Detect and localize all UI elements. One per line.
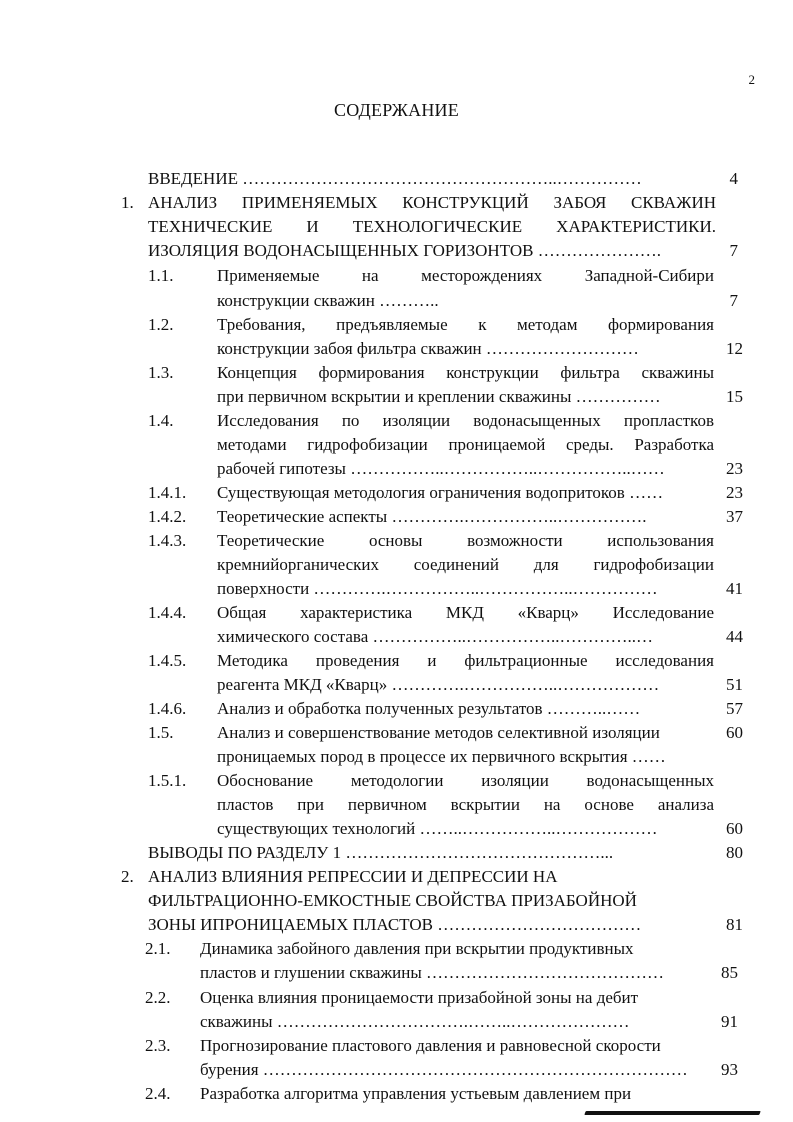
page-title: СОДЕРЖАНИЕ [334,100,459,120]
toc-number: 1.4.4. [148,603,187,622]
toc-page: 7 [729,291,738,310]
toc-line: Теоретические основы возможности использования [217,531,714,550]
toc-line: конструкции забоя фильтра скважин ……………………… [217,339,639,358]
toc-line: Анализ и обработка полученных результатов ………..…… [217,699,641,718]
toc-line: Общая характеристика МКД «Кварц» Исследование [217,603,714,622]
toc-page: 44 [726,627,743,646]
toc-page: 60 [726,819,743,838]
toc-page: 93 [721,1060,738,1079]
toc-line: рабочей гипотезы ……………..……………..……………..…… [217,459,665,478]
toc-page: 7 [729,241,738,260]
toc-page: 91 [721,1012,738,1031]
toc-page: 80 [726,843,743,862]
toc-line: Анализ и совершенствование методов селективной изоляции [217,723,660,742]
toc-line: ИЗОЛЯЦИЯ ВОДОНАСЫЩЕННЫХ ГОРИЗОНТОВ …………………. [148,241,661,260]
toc-line: Разработка алгоритма управления устьевым давлением при [200,1084,632,1103]
toc-page: 15 [726,387,743,406]
toc-line: Обоснование методологии изоляции водонасыщенных [217,771,714,790]
toc-page: 85 [721,963,738,982]
toc-line: пластов при первичном вскрытии на основе анализа [217,795,714,814]
toc-line: Теоретические аспекты ………….……………..……………. [217,507,647,526]
toc-page: 57 [726,699,743,718]
toc-line: ФИЛЬТРАЦИОННО-ЕМКОСТНЫЕ СВОЙСТВА ПРИЗАБОЙНОЙ [148,891,637,910]
toc-number: 1.4.1. [148,483,187,502]
toc-line: проницаемых пород в процессе их первичного вскрытия …… [217,747,666,766]
toc-line: Концепция формирования конструкции фильтра скважины [217,363,714,382]
toc-line: АНАЛИЗ ПРИМЕНЯЕМЫХ КОНСТРУКЦИЙ ЗАБОЯ СКВАЖИН [148,193,716,212]
toc-line: Существующая методология ограничения водопритоков …… [217,483,664,502]
toc-line: Динамика забойного давления при вскрытии продуктивных [200,939,634,958]
toc-entry-conclusions: ВЫВОДЫ ПО РАЗДЕЛУ 1 ………………………………………... [148,843,614,862]
toc-number: 1.3. [148,363,174,382]
toc-number: 2.2. [145,988,171,1007]
toc-number: 2.1. [145,939,171,958]
toc-number: 1.4.3. [148,531,187,550]
toc-number: 1.2. [148,315,174,334]
toc-line: ЗОНЫ ИПРОНИЦАЕМЫХ ПЛАСТОВ ……………………………… [148,915,642,934]
toc-line: Требования, предъявляемые к методам формирования [217,315,714,334]
toc-line: Применяемые на месторождениях Западной-Сибири [217,266,714,285]
toc-page: 37 [726,507,743,526]
toc-number: 1. [121,193,134,212]
page-number: 2 [748,72,755,87]
toc-line: химического состава ……………..……………..…………..… [217,627,654,646]
toc-page: 60 [726,723,743,742]
toc-number: 2.3. [145,1036,171,1055]
toc-page: 81 [726,915,743,934]
toc-page: 12 [726,339,743,358]
toc-number: 1.4.2. [148,507,187,526]
toc-line: кремнийорганических соединений для гидрофобизации [217,555,714,574]
toc-entry-intro: ВВЕДЕНИЕ ………………………………………………..…………… [148,169,642,188]
toc-number: 2. [121,867,134,886]
toc-page: 4 [729,169,738,188]
toc-line: при первичном вскрытии и креплении скважины …………… [217,387,661,406]
toc-line: АНАЛИЗ ВЛИЯНИЯ РЕПРЕССИИ И ДЕПРЕССИИ НА [148,867,558,886]
toc-line: бурения ………………………………………………………………… [200,1060,688,1079]
toc-number: 1.4. [148,411,174,430]
scan-artifact-line [584,1111,760,1115]
toc-page: 51 [726,675,743,694]
toc-line: существующих технологий ……..……………..……………… [217,819,658,838]
toc-page: 23 [726,483,743,502]
toc-number: 1.5.1. [148,771,187,790]
toc-line: пластов и глушении скважины …………………………………… [200,963,665,982]
toc-line: конструкции скважин ……….. [217,291,439,310]
toc-number: 1.4.6. [148,699,187,718]
toc-line: методами гидрофобизации проницаемой среды. Разработка [217,435,714,454]
toc-line: Оценка влияния проницаемости призабойной зоны на дебит [200,988,639,1007]
toc-line: Методика проведения и фильтрационные исследования [217,651,714,670]
toc-number: 1.5. [148,723,174,742]
toc-page: 23 [726,459,743,478]
toc-number: 1.4.5. [148,651,187,670]
toc-number: 1.1. [148,266,174,285]
toc-page: 41 [726,579,743,598]
toc-line: реагента МКД «Кварц» ………….……………..……………… [217,675,660,694]
toc-line: Прогнозирование пластового давления и равновесной скорости [200,1036,661,1055]
toc-number: 2.4. [145,1084,171,1103]
toc-line: поверхности ………….……………..……………..…………… [217,579,658,598]
toc-line: Исследования по изоляции водонасыщенных пропластков [217,411,714,430]
toc-line: ТЕХНИЧЕСКИЕ И ТЕХНОЛОГИЧЕСКИЕ ХАРАКТЕРИСТИКИ. [148,217,716,236]
toc-line: скважины …………………………….……..………………… [200,1012,630,1031]
